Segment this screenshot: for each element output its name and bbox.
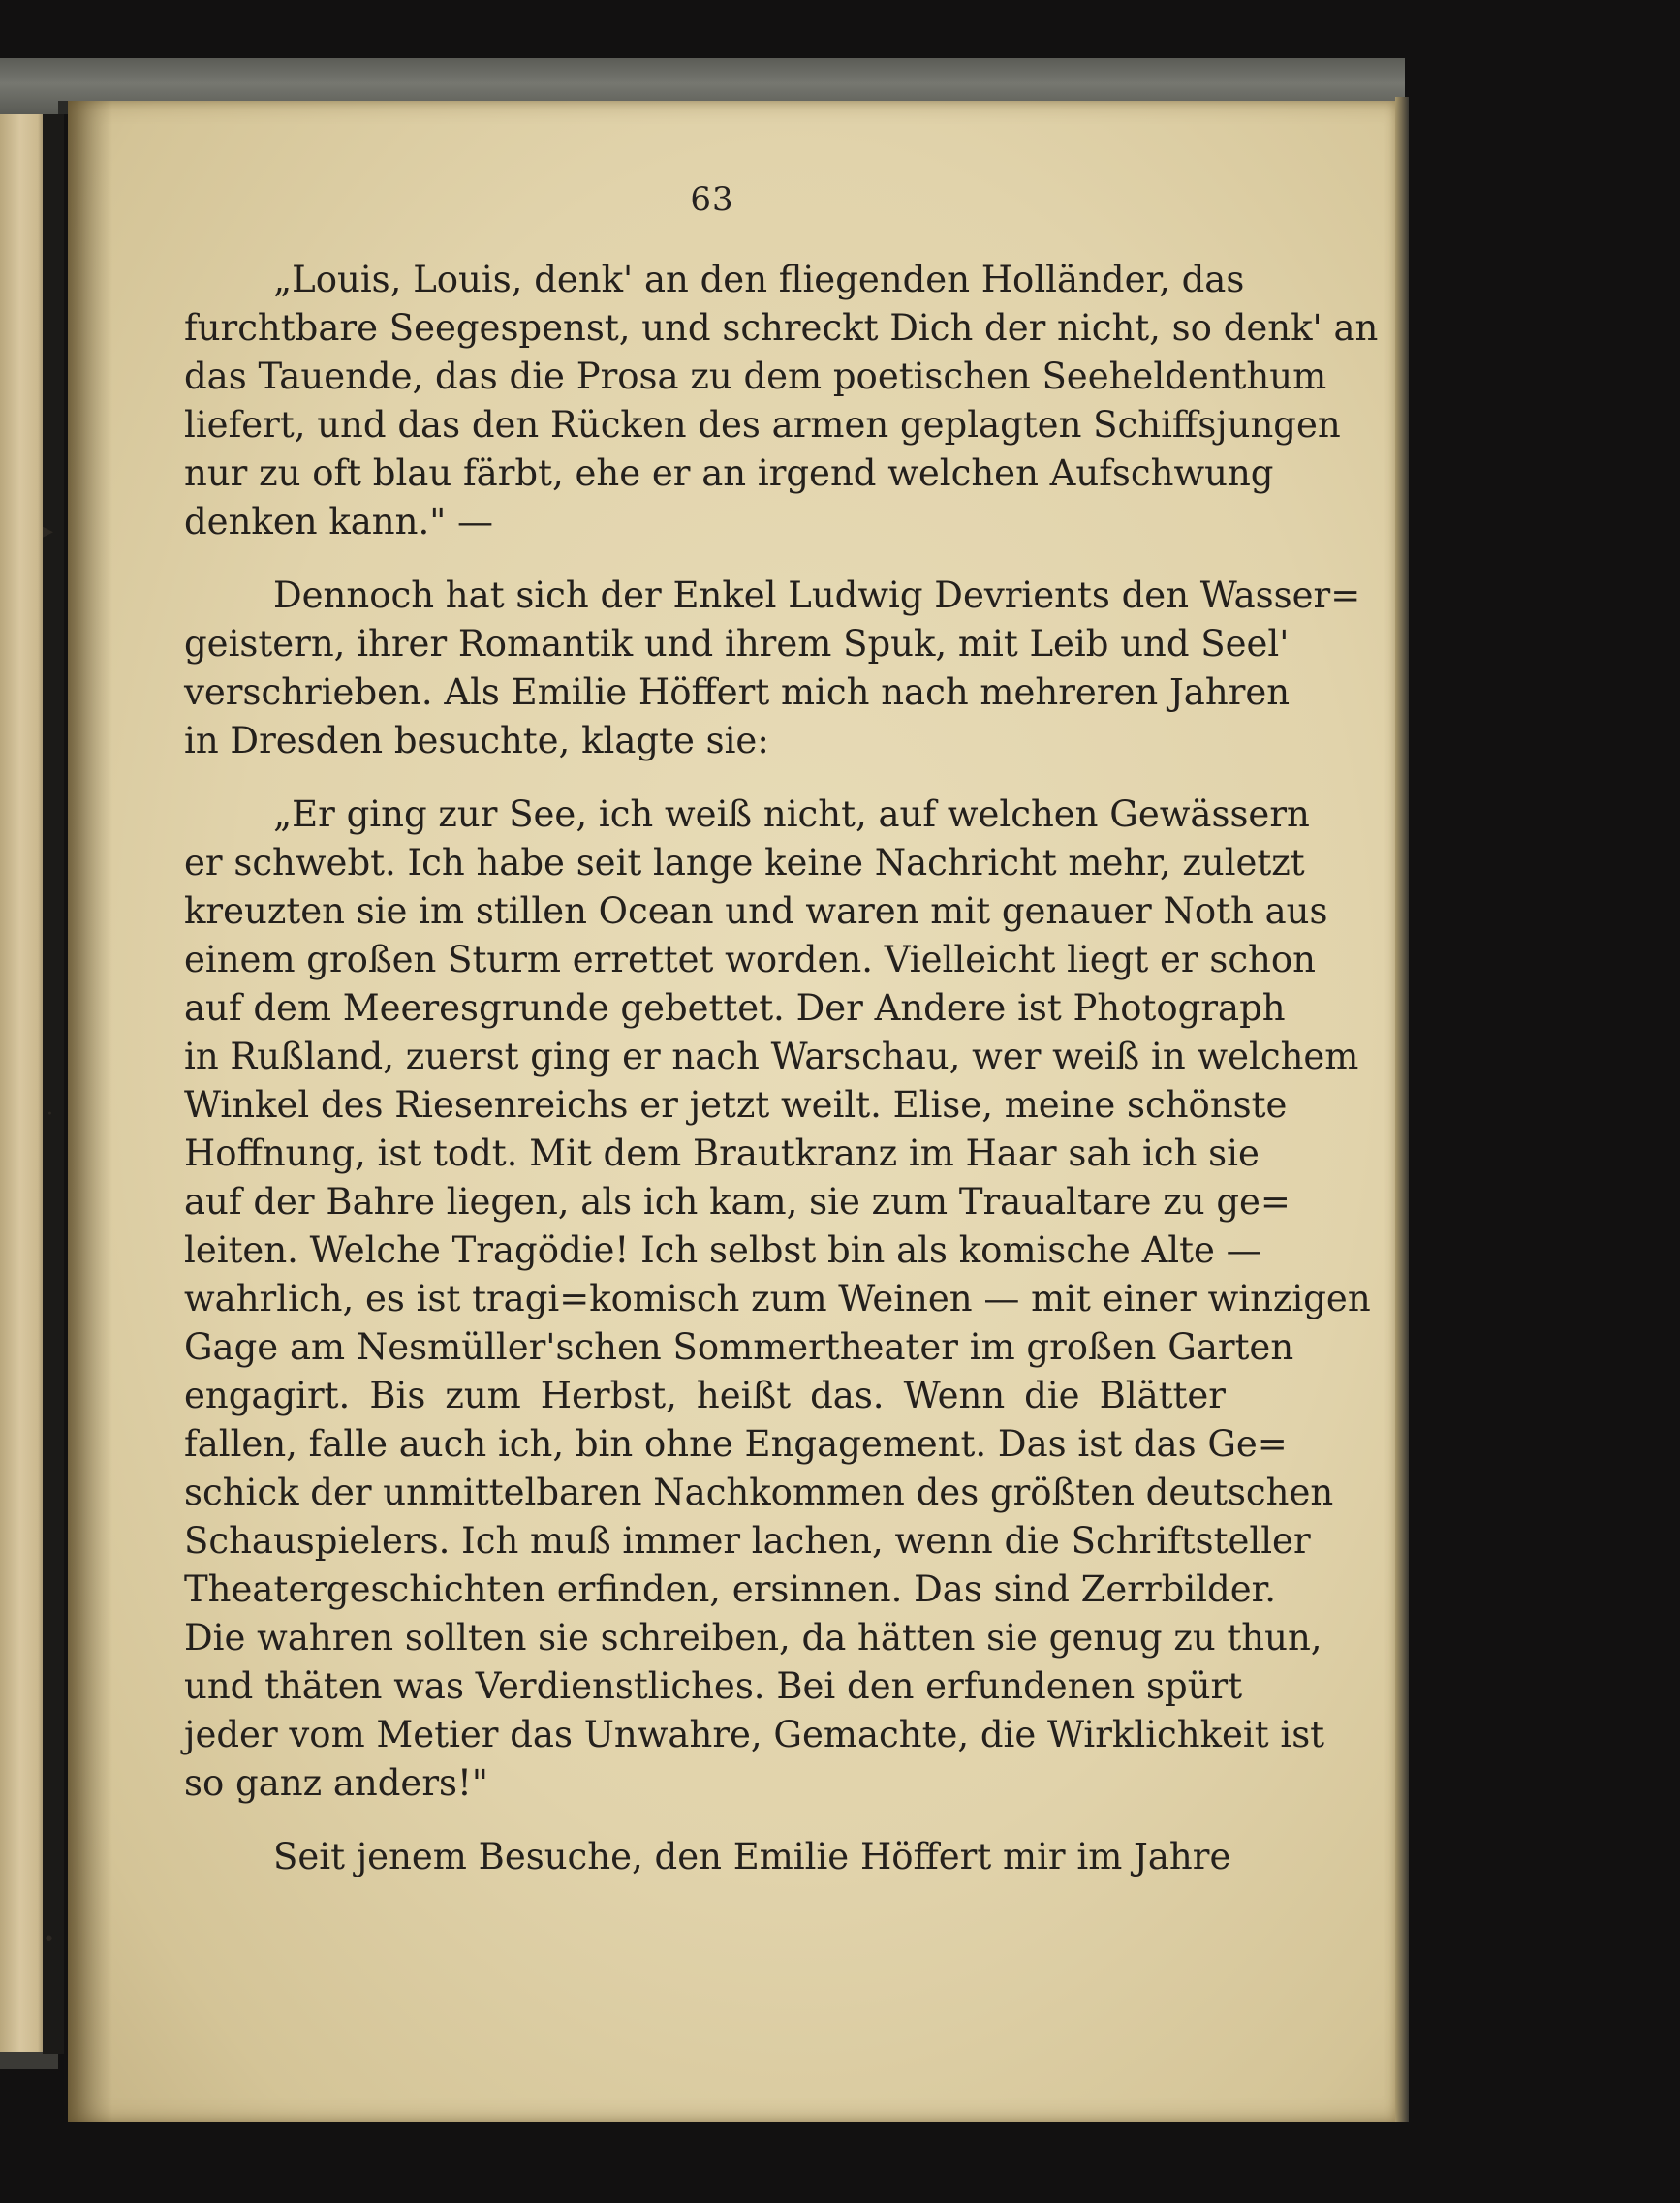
text-line: einem großen Sturm errettet worden. Vielleicht liegt er schon bbox=[184, 939, 1316, 980]
text-line: liefert, und das den Rücken des armen geplagten Schiffsjungen bbox=[184, 404, 1341, 446]
text-line: Hoffnung, ist todt. Mit dem Brautkranz im Haar sah ich sie bbox=[184, 1133, 1260, 1174]
paragraph bbox=[184, 256, 1379, 546]
margin-mark: · bbox=[47, 1102, 53, 1127]
margin-mark: • bbox=[43, 1928, 55, 1952]
spine-gap bbox=[43, 107, 64, 2054]
text-line: engagirt. Bis zum Herbst, heißt das. Wenn die Blätter bbox=[184, 1375, 1226, 1416]
text-line: Die wahren sollten sie schreiben, da hätten sie genug zu thun, bbox=[184, 1617, 1322, 1659]
text-line: furchtbare Seegespenst, und schreckt Dich der nicht, so denk' an bbox=[184, 307, 1379, 349]
text-line: Theatergeschichten erfinden, ersinnen. Das sind Zerrbilder. bbox=[184, 1568, 1276, 1610]
text-line: Seit jenem Besuche, den Emilie Höffert mir im Jahre bbox=[273, 1836, 1231, 1877]
text-line: in Rußland, zuerst ging er nach Warschau, wer weiß in welchem bbox=[184, 1036, 1359, 1077]
text-line: das Tauende, das die Prosa zu dem poetischen Seeheldenthum bbox=[184, 356, 1327, 397]
text-line: verschrieben. Als Emilie Höffert mich nach mehreren Jahren bbox=[184, 671, 1291, 713]
body-text bbox=[184, 256, 1379, 1881]
text-line: in Dresden besuchte, klagte sie: bbox=[184, 720, 769, 761]
text-line: Winkel des Riesenreichs er jetzt weilt. Elise, meine schönste bbox=[184, 1084, 1288, 1126]
text-line: nur zu oft blau färbt, ehe er an irgend welchen Aufschwung bbox=[184, 452, 1274, 494]
text-line: geistern, ihrer Romantik und ihrem Spuk, mit Leib und Seel' bbox=[184, 623, 1290, 665]
text-line: auf dem Meeresgrunde gebettet. Der Andere ist Photograph bbox=[184, 987, 1286, 1029]
gutter-shadow bbox=[68, 101, 112, 2122]
text-line: fallen, falle auch ich, bin ohne Engagement. Das ist das Ge= bbox=[184, 1423, 1288, 1465]
text-line: Schauspielers. Ich muß immer lachen, wenn die Schriftsteller bbox=[184, 1520, 1311, 1562]
text-line: auf der Bahre liegen, als ich kam, sie zum Traualtare zu ge= bbox=[184, 1181, 1291, 1223]
text-line: kreuzten sie im stillen Ocean und waren mit genauer Noth aus bbox=[184, 890, 1328, 932]
paragraph bbox=[184, 572, 1361, 765]
text-line: „Er ging zur See, ich weiß nicht, auf welchen Gewässern bbox=[273, 793, 1310, 835]
text-line: schick der unmittelbaren Nachkommen des größten deutschen bbox=[184, 1472, 1334, 1513]
page-fore-edge bbox=[1395, 97, 1409, 2122]
text-line: Gage am Nesmüller'schen Sommertheater im großen Garten bbox=[184, 1326, 1294, 1368]
text-line: jeder vom Metier das Unwahre, Gemachte, die Wirklichkeit ist bbox=[184, 1714, 1325, 1755]
text-line: Dennoch hat sich der Enkel Ludwig Devrients den Wasser= bbox=[273, 574, 1361, 616]
margin-mark: ▸ bbox=[43, 519, 54, 543]
paragraph bbox=[184, 1833, 1231, 1881]
text-line: leiten. Welche Tragödie! Ich selbst bin als komische Alte — bbox=[184, 1229, 1262, 1271]
paragraph bbox=[184, 791, 1371, 1808]
text-line: so ganz anders!" bbox=[184, 1762, 488, 1804]
text-line: wahrlich, es ist tragi=komisch zum Weinen — mit einer winzigen bbox=[184, 1278, 1371, 1319]
text-line: denken kann." — bbox=[184, 501, 493, 543]
text-line: und thäten was Verdienstliches. Bei den erfundenen spürt bbox=[184, 1665, 1243, 1707]
text-line: er schwebt. Ich habe seit lange keine Nachricht mehr, zuletzt bbox=[184, 842, 1305, 884]
text-line: „Louis, Louis, denk' an den fliegenden Holländer, das bbox=[273, 259, 1245, 300]
page-number: 63 bbox=[690, 180, 734, 219]
